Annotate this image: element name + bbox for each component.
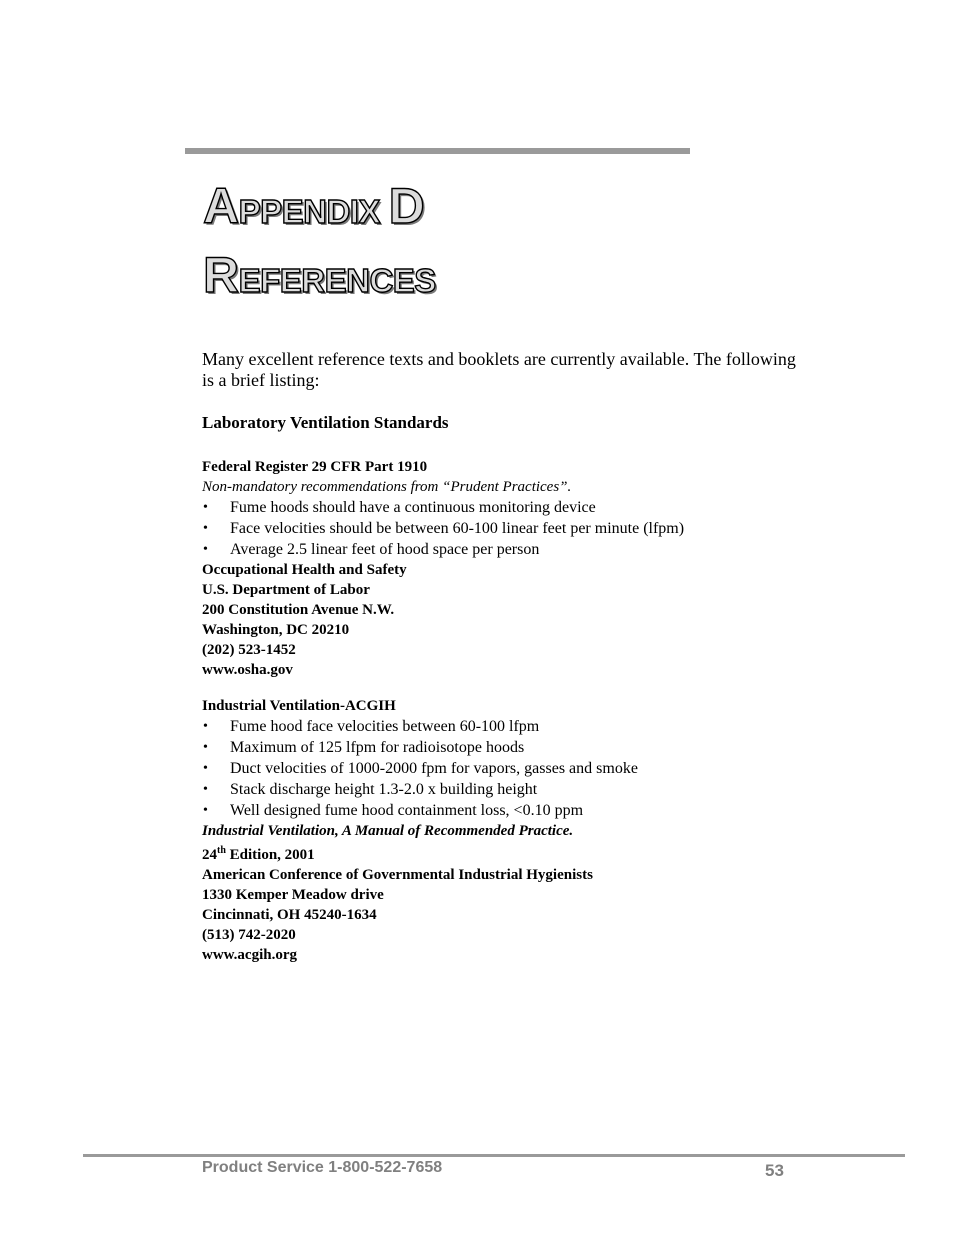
list-item: • Face velocities should be between 60-100 linear feet per minute (lfpm) (203, 520, 685, 537)
book-title: Industrial Ventilation, A Manual of Recommended Practice. (202, 823, 574, 839)
title-word-eferences: EFERENCES (238, 262, 436, 299)
federal-subtitle: Non-mandatory recommendations from “Prudent Practices”. (202, 479, 572, 495)
industrial-ventilation-block (202, 696, 802, 965)
osha-website: www.osha.gov (202, 662, 293, 678)
top-rule (185, 148, 690, 154)
bullet-icon: • (203, 719, 208, 734)
osha-address-line: 200 Constitution Avenue N.W. (202, 602, 395, 618)
bullet-icon: • (203, 521, 208, 536)
industrial-bullet-list (202, 716, 802, 821)
list-item: • Average 2.5 linear feet of hood space per person (203, 541, 540, 558)
list-item: • Duct velocities of 1000-2000 fpm for vapors, gasses and smoke (203, 760, 638, 777)
title-word-ppendix: PPENDIX (238, 193, 380, 230)
osha-address-line: U.S. Department of Labor (202, 582, 370, 598)
list-item: • Well designed fume hood containment loss, <0.10 ppm (203, 802, 584, 819)
federal-title: Federal Register 29 CFR Part 1910 (202, 459, 428, 475)
section-title: Laboratory Ventilation Standards (202, 413, 449, 432)
title-cap-a: A (203, 178, 239, 234)
list-item: • Fume hood face velocities between 60-100 lfpm (203, 718, 540, 735)
bullet-icon: • (203, 542, 208, 557)
main-content (202, 349, 802, 963)
industrial-title: Industrial Ventilation-ACGIH (202, 698, 396, 714)
title-line-references (203, 247, 436, 316)
acgih-address-line: American Conference of Governmental Industrial Hygienists (202, 867, 593, 883)
acgih-phone: (513) 742-2020 (202, 927, 296, 943)
bullet-icon: • (203, 782, 208, 797)
federal-bullet-list (202, 497, 802, 560)
edition-line: 24th Edition, 2001 (202, 845, 315, 863)
bullet-icon: • (203, 500, 208, 515)
bullet-icon: • (203, 740, 208, 755)
federal-register-block (202, 457, 802, 680)
page-title (203, 178, 436, 316)
bullet-icon: • (203, 803, 208, 818)
list-item: • Fume hoods should have a continuous monitoring device (203, 499, 596, 516)
page-number: 53 (765, 1161, 784, 1180)
title-line-appendix (203, 178, 436, 247)
bullet-icon: • (203, 761, 208, 776)
title-cap-r: R (203, 247, 239, 303)
acgih-website: www.acgih.org (202, 947, 297, 963)
osha-address-line: Occupational Health and Safety (202, 562, 407, 578)
footer-product-service: Product Service 1-800-522-7658 (202, 1159, 443, 1176)
intro-paragraph: Many excellent reference texts and booklets are currently available. The following is a brief listing: (202, 349, 796, 390)
osha-phone: (202) 523-1452 (202, 642, 296, 658)
acgih-address-line: Cincinnati, OH 45240-1634 (202, 907, 377, 923)
title-cap-d: D (388, 178, 425, 234)
acgih-address-line: 1330 Kemper Meadow drive (202, 887, 384, 903)
osha-address-line: Washington, DC 20210 (202, 622, 350, 638)
list-item: • Maximum of 125 lfpm for radioisotope hoods (203, 739, 525, 756)
list-item: • Stack discharge height 1.3-2.0 x building height (203, 781, 538, 798)
footer-rule (83, 1154, 905, 1157)
